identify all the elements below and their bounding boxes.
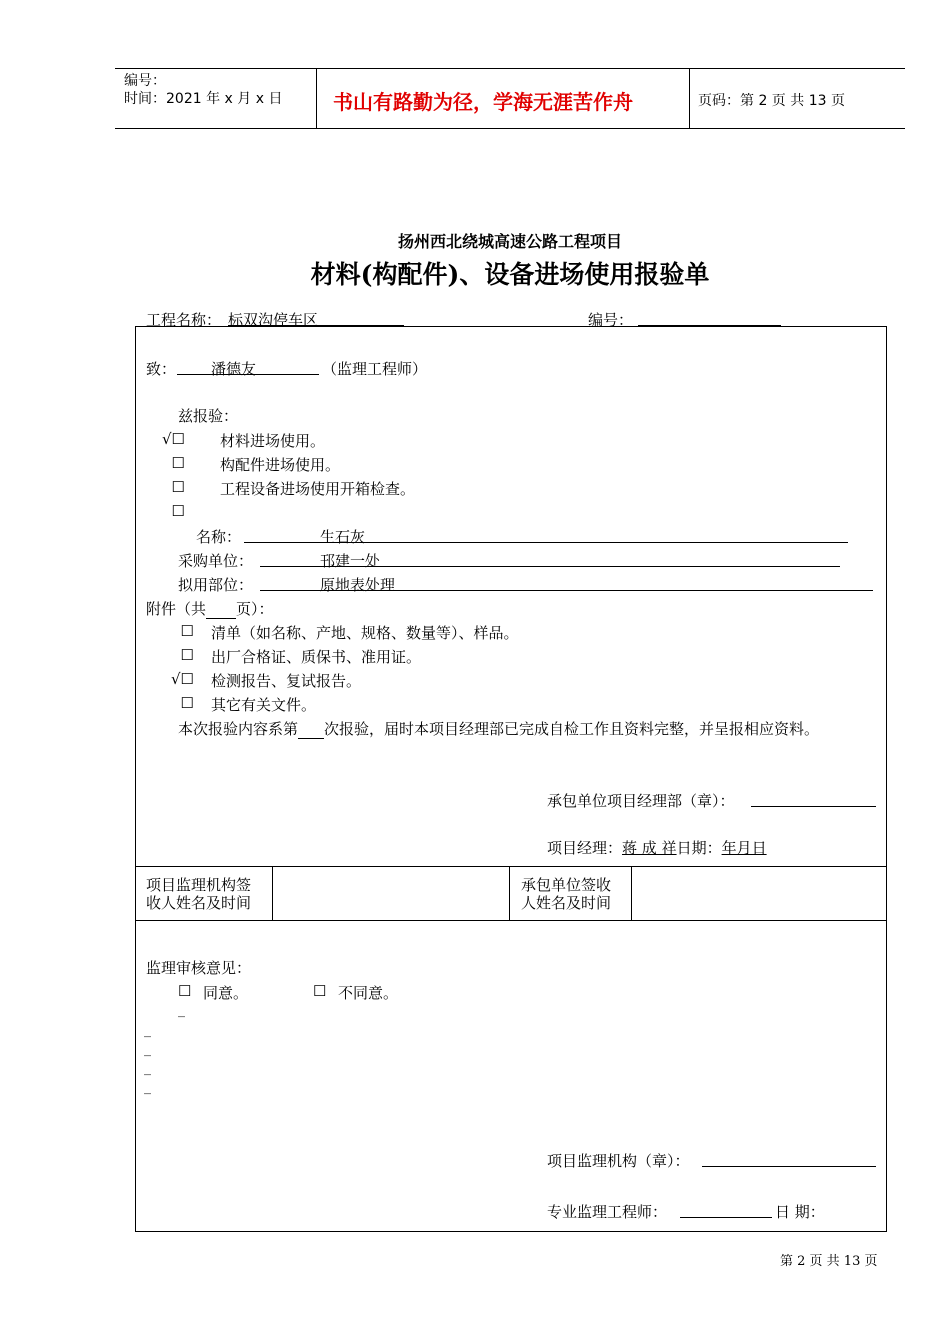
date-label: 日期： <box>676 839 722 857</box>
header-divider-1 <box>316 68 317 128</box>
check-text-material: 材料进场使用。 <box>220 432 326 450</box>
statement-blank <box>298 724 324 739</box>
attachment-suffix: 页）： <box>236 600 274 618</box>
attach-text-test-report: 检测报告、复试报告。 <box>211 672 362 690</box>
attach-box-certificate[interactable]: ☐ <box>180 646 194 664</box>
field-location-value: 原地表处理 <box>320 576 396 594</box>
header-page-info: 页码：第 2 页 共 13 页 <box>698 93 845 109</box>
attach-text-list: 清单（如名称、产地、规格、数量等）、样品。 <box>211 624 519 642</box>
header-bottom-rule <box>115 128 905 129</box>
contractor-dept-underline <box>751 806 876 807</box>
supervision-sign-cell[interactable] <box>273 867 508 920</box>
engineer-underline <box>680 1217 772 1218</box>
project-title: 扬州西北绕城高速公路工程项目 <box>397 232 622 251</box>
review-line-5: _ <box>144 1079 151 1095</box>
contractor-sign-label-line1: 承包单位签收 <box>521 876 612 894</box>
sign-row-bottom-rule <box>135 920 886 921</box>
to-role: （监理工程师） <box>322 360 428 378</box>
report-label: 兹报验： <box>178 407 239 425</box>
pm-line <box>547 837 767 858</box>
review-line-4: _ <box>144 1060 151 1076</box>
to-underline <box>177 374 319 375</box>
supervision-org-label: 项目监理机构（章）： <box>547 1152 690 1170</box>
check-box-component[interactable]: ☐ <box>171 454 185 472</box>
check-box-material[interactable]: √☐ <box>161 430 185 448</box>
check-box-equipment[interactable]: ☐ <box>171 478 185 496</box>
field-name-value: 生石灰 <box>320 528 366 546</box>
agree-checkbox[interactable]: ☐ <box>178 982 192 1000</box>
attach-box-list[interactable]: ☐ <box>180 622 194 640</box>
supervision-sign-label-line2: 收人姓名及时间 <box>146 894 252 912</box>
supervision-sign-label <box>146 876 251 912</box>
attachment-prefix: 附件（共 <box>146 600 207 618</box>
field-purchaser-label: 采购单位： <box>178 552 254 570</box>
supervision-sign-label-line1: 项目监理机构签 <box>146 876 252 894</box>
project-name-label: 工程名称： <box>146 311 222 329</box>
statement-part-a: 本次报验内容系第 <box>178 720 299 738</box>
review-line-1: _ <box>178 1002 185 1018</box>
contractor-sign-label <box>521 876 611 912</box>
attach-text-certificate: 出厂合格证、质保书、准用证。 <box>211 648 422 666</box>
to-label: 致： <box>146 360 177 378</box>
attachment-count <box>146 598 274 619</box>
project-name-value: 标双沟停车区 <box>228 311 319 329</box>
review-line-2: _ <box>144 1022 151 1038</box>
field-location-underline <box>260 590 873 591</box>
disagree-label: 不同意。 <box>338 984 399 1002</box>
check-box-other[interactable]: ☐ <box>171 502 185 520</box>
check-text-component: 构配件进场使用。 <box>220 456 341 474</box>
contractor-dept-label: 承包单位项目经理部（章）： <box>547 792 735 810</box>
statement-part-b: 次报验，届时本项目经理部已完成自检工作且资料完整，并呈报相应资料。 <box>324 720 820 738</box>
header-divider-2 <box>689 68 690 128</box>
attach-box-test-report[interactable]: √☐ <box>170 670 194 688</box>
to-value: 潘德友 <box>211 360 257 378</box>
check-text-equipment: 工程设备进场使用开箱检查。 <box>220 480 416 498</box>
supervision-org-underline <box>702 1166 876 1167</box>
field-purchaser-value: 邗建一处 <box>320 552 381 570</box>
footer-page-number: 第 2 页 共 13 页 <box>780 1254 878 1269</box>
date-value: 年月日 <box>721 839 767 857</box>
contractor-sign-label-line2: 人姓名及时间 <box>521 894 612 912</box>
field-purchaser-underline <box>260 566 840 567</box>
review-date-label: 日 期： <box>775 1203 825 1221</box>
attach-text-other: 其它有关文件。 <box>211 696 317 714</box>
header-motto: 书山有路勤为径，学海无涯苦作舟 <box>333 90 633 114</box>
review-line-3: _ <box>144 1041 151 1057</box>
contractor-sign-cell[interactable] <box>632 867 884 920</box>
agree-label: 同意。 <box>203 984 249 1002</box>
header-top-rule <box>115 68 905 69</box>
review-title: 监理审核意见： <box>146 959 252 977</box>
number-label: 编号： <box>588 311 634 329</box>
field-location-label: 拟用部位： <box>178 576 254 594</box>
form-title: 材料(构配件)、设备进场使用报验单 <box>310 260 710 289</box>
header-code-label: 编号： <box>124 73 166 89</box>
engineer-label: 专业监理工程师： <box>547 1203 668 1221</box>
disagree-checkbox[interactable]: ☐ <box>313 982 327 1000</box>
pm-value: 蒋 成 祥 <box>622 839 677 857</box>
statement <box>178 718 819 739</box>
attachment-page-blank <box>206 604 236 619</box>
attach-box-other[interactable]: ☐ <box>180 694 194 712</box>
field-name-label: 名称： <box>196 528 242 546</box>
pm-label: 项目经理： <box>547 839 623 857</box>
sign-row-divider-2 <box>509 866 510 920</box>
header-time: 时间：2021 年 x 月 x 日 <box>124 91 283 107</box>
field-name-underline <box>244 542 848 543</box>
